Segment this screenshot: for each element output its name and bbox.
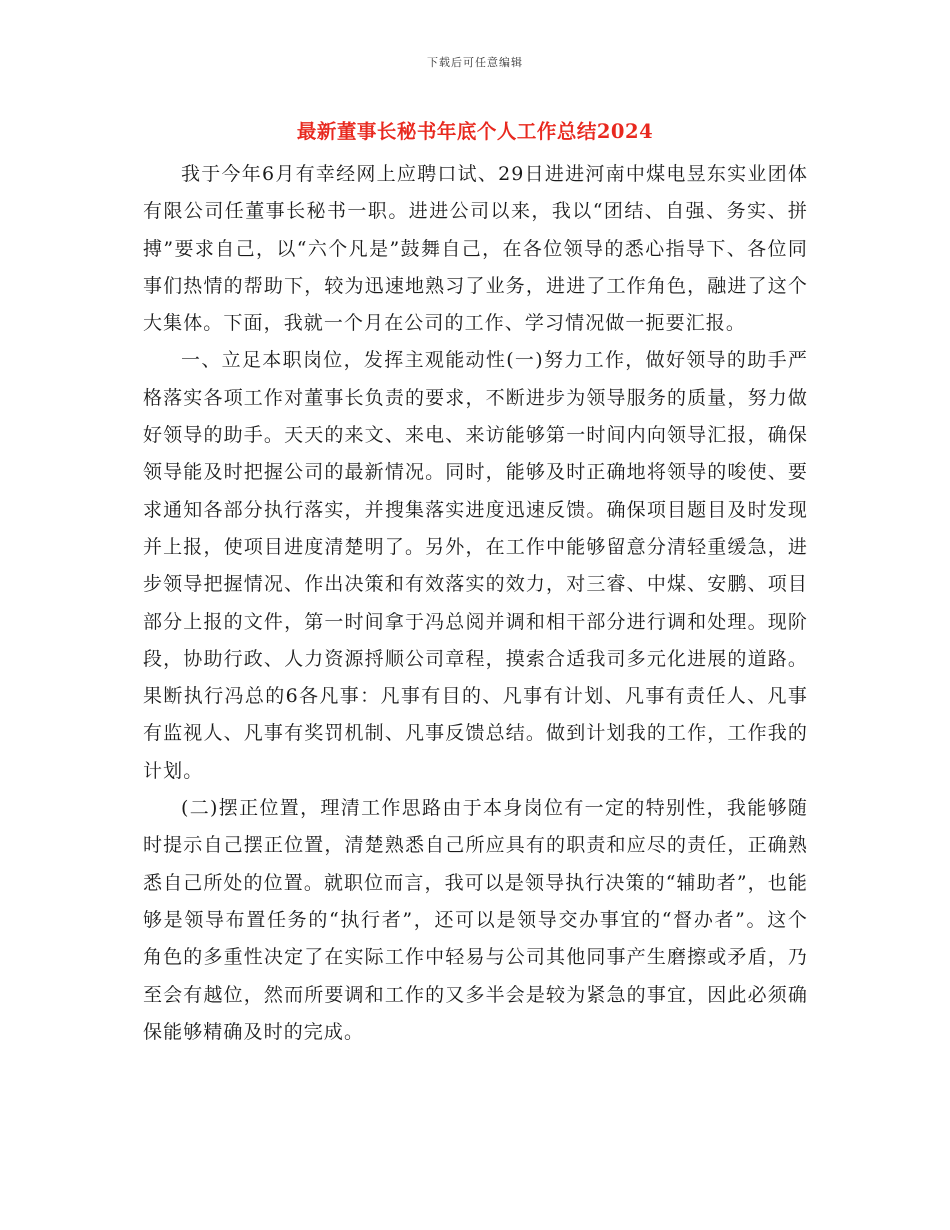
header-note: 下载后可任意编辑 <box>427 56 523 69</box>
paragraph-section-two: (二)摆正位置，理清工作思路由于本身岗位有一定的特别性，我能够随时提示自己摆正位置，清楚熟悉自己所应具有的职责和应尽的责任，正确熟悉自己所处的位置。就职位而言，我可以是领导执行决策的“辅助者”，也能够是领导布置任务的“执行者”，还可以是领导交办事宜的“督办者”。这个角色的多重性决定了在实际工作中轻易与公司其他同事产生磨擦或矛盾，乃至会有越位，然而所要调和工作的又多半会是较为紧急的事宜，因此必须确保能够精确及时的完成。 <box>143 797 808 1043</box>
document-title: 最新董事长秘书年底个人工作总结2024 <box>296 120 654 143</box>
paragraph-intro: 我于今年6月有幸经网上应聘口试、29日进进河南中煤电昱东实业团体有限公司任董事长秘书一职。进进公司以来，我以“团结、自强、务实、拼搏”要求自己，以“六个凡是”鼓舞自己，在各位领导的悉心指导下、各位同事们热情的帮助下，较为迅速地熟习了业务，进进了工作角色，融进了这个大集体。下面，我就一个月在公司的工作、学习情况做一扼要汇报。 <box>143 163 808 335</box>
paragraph-section-one: 一、立足本职岗位，发挥主观能动性(一)努力工作，做好领导的助手严格落实各项工作对董事长负责的要求，不断进步为领导服务的质量，努力做好领导的助手。天天的来文、来电、来访能够第一时间内向领导汇报，确保领导能及时把握公司的最新情况。同时，能够及时正确地将领导的唆使、要求通知各部分执行落实，并搜集落实进度迅速反馈。确保项目题目及时发现并上报，使项目进度清楚明了。另外，在工作中能够留意分清轻重缓急，进步领导把握情况、作出决策和有效落实的效力，对三睿、中煤、安鹏、项目部分上报的文件，第一时间拿于冯总阅并调和相干部分进行调和处理。现阶段，协助行政、人力资源捋顺公司章程，摸索合适我司多元化进展的道路。果断执行冯总的6各凡事：凡事有目的、凡事有计划、凡事有责任人、凡事有监视人、凡事有奖罚机制、凡事反馈总结。做到计划我的工作，工作我的计划。 <box>143 349 808 782</box>
document-body <box>143 156 808 1051</box>
